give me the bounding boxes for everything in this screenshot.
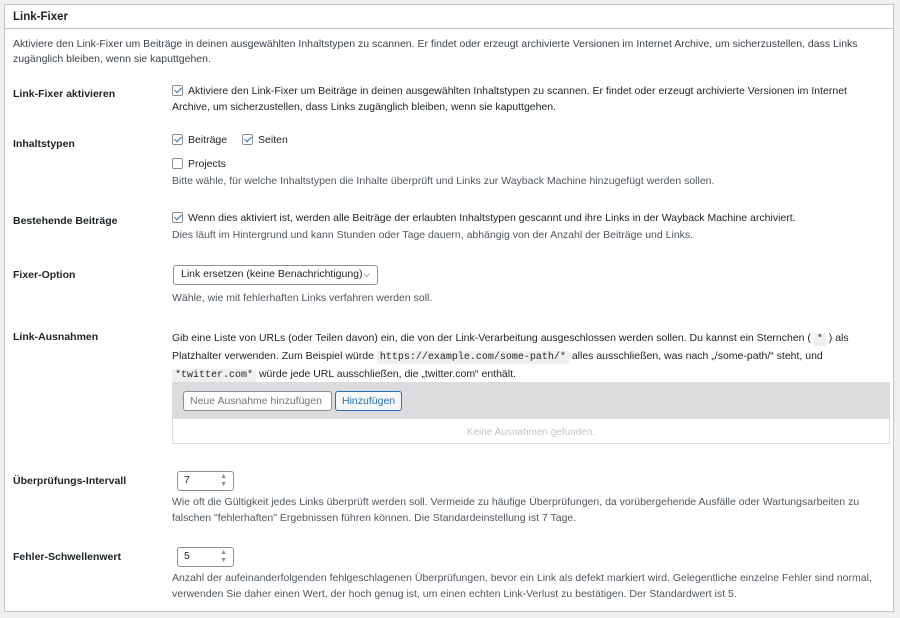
chevron-down-icon: ⌵ <box>363 269 370 279</box>
section-title: Link-Fixer <box>5 5 893 29</box>
code-example: https://example.com/some-path/* <box>377 351 569 364</box>
exclusions-label: Link-Ausnahmen <box>13 331 99 343</box>
exclusions-desc-part-1: Gib eine Liste von URLs (oder Teilen davon) ein, die von der Link-Verarbeitung ausgeschlossen werden sollen. Du kannst ein Sternchen ( <box>172 332 811 344</box>
enable-checkbox[interactable] <box>172 85 183 96</box>
fixer-option-selected: Link ersetzen (keine Benachrichtigung) <box>181 268 363 280</box>
code-twitter: *twitter.com* <box>172 369 256 382</box>
threshold-description: Anzahl der aufeinanderfolgenden fehlgeschlagenen Überprüfungen, bevor ein Link als defekt markiert wird. Gelegentliche einzelne Fehler sind normal, verwenden Sie daher einen Wert, der hoch genug ist, um einen echten Link-Verlust zu bestätigen. Der Standardwert ist 5. <box>172 572 872 600</box>
post-type-checkbox-beitraege[interactable] <box>172 134 183 145</box>
existing-checkbox[interactable] <box>172 212 183 223</box>
exclusions-empty-text: Keine Ausnahmen gefunden. <box>466 427 596 438</box>
post-type-checkbox-projects[interactable] <box>172 158 183 169</box>
existing-checkbox-text: Wenn dies aktiviert ist, werden alle Beiträge der erlaubten Inhaltstypen gescannt und ihre Links in der Wayback Machine archiviert. <box>188 212 796 224</box>
interval-value: 7 <box>184 474 190 486</box>
enable-label: Link-Fixer aktivieren <box>13 88 116 100</box>
fixer-option-select[interactable] <box>173 265 378 285</box>
exclusions-desc-part-2: ) als Platzhalter verwenden. Zum Beispiel würde <box>172 332 849 362</box>
post-type-label-seiten: Seiten <box>258 134 288 146</box>
threshold-value: 5 <box>184 550 190 562</box>
existing-description: Dies läuft im Hintergrund und kann Stunden oder Tage dauern, abhängig von der Anzahl der Beiträge und Links. <box>172 228 694 241</box>
spinner-icon[interactable]: ▲ ▼ <box>220 473 227 488</box>
add-exclusion-button[interactable]: Hinzufügen <box>335 391 402 411</box>
existing-field <box>172 211 884 243</box>
exclusions-add-bar <box>173 383 889 419</box>
post-types-field <box>172 133 884 190</box>
exclusions-description <box>172 330 884 384</box>
enable-field <box>172 84 884 115</box>
post-type-checkbox-seiten[interactable] <box>242 134 253 145</box>
enable-checkbox-text: Aktiviere den Link-Fixer um Beiträge in deinen ausgewählten Inhaltstypen zu scannen. Er findet oder erzeugt archivierte Versionen im Internet Archive, um sicherzustellen, dass Links zugänglich bleiben, wenn sie kaputtgehen. <box>172 85 847 113</box>
code-star: * <box>814 333 826 346</box>
threshold-label: Fehler-Schwellenwert <box>13 551 121 563</box>
interval-description: Wie oft die Gültigkeit jedes Links überprüft werden soll. Vermeide zu häufige Überprüfungen, da vorübergehende Ausfälle oder Wartungsarbeiten zu falschen "fehlerhaften" Ergebnissen führen können. Die Standardeinstellung ist 7 Tage. <box>172 496 860 524</box>
fixer-option-label: Fixer-Option <box>13 269 76 281</box>
post-type-label-beitraege: Beiträge <box>188 134 228 146</box>
exclusions-desc-part-3: alles ausschließen, was nach „/some-path/“ steht, und <box>571 350 823 362</box>
existing-label: Bestehende Beiträge <box>13 215 118 227</box>
fixer-option-description: Wähle, wie mit fehlerhaften Links verfahren werden soll. <box>172 292 433 304</box>
section-intro: Aktiviere den Link-Fixer um Beiträge in deinen ausgewählten Inhaltstypen zu scannen. Er findet oder erzeugt archivierte Versionen im Internet Archive, um sicherzustellen, dass Links zugänglich bleiben, wenn sie kaputtgehen. <box>13 38 858 65</box>
link-fixer-panel <box>4 4 894 612</box>
post-type-label-projects: Projects <box>188 158 226 170</box>
exclusion-input[interactable] <box>183 391 332 411</box>
spinner-icon[interactable]: ▲ ▼ <box>220 549 227 564</box>
threshold-input[interactable] <box>177 547 234 567</box>
post-types-label: Inhaltstypen <box>13 138 75 150</box>
interval-input[interactable] <box>177 471 234 491</box>
post-types-description: Bitte wähle, für welche Inhaltstypen die Inhalte überprüft und Links zur Wayback Machine hinzugefügt werden sollen. <box>172 175 715 187</box>
exclusions-desc-part-4: würde jede URL ausschließen, die „twitter.com“ enthält. <box>258 368 516 380</box>
interval-label: Überprüfungs-Intervall <box>13 475 127 487</box>
exclusions-box <box>172 382 890 444</box>
